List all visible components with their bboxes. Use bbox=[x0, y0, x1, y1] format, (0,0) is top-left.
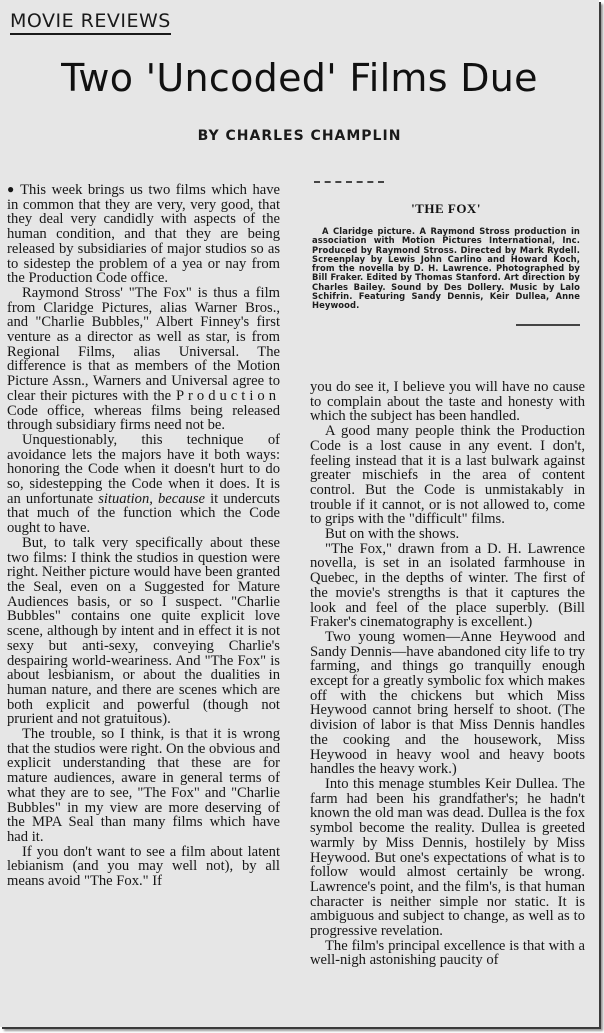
bullet-icon: ● bbox=[7, 182, 17, 196]
article-column-left bbox=[7, 182, 280, 889]
spaced-text: Production bbox=[175, 387, 280, 404]
paragraph: But, to talk very specifically about these two films: I think the studios in question were right. Neither picture would have been granted the Seal, even on a Suggested for Mature Audiences basis, or so I suspect. "Charlie Bubbles" contains one quite explicit love scene, although by intent and in effect it is not sexy but anti-sexy, conveying Charlie's despairing world-weariness. And "The Fox" is about lesbianism, or about the dualities in human nature, and there are scenes which are both explicit and powerful (though not prurient and not gratuitous). bbox=[7, 534, 280, 728]
paragraph-text: Raymond Stross' "The Fox" is thus a film from Claridge Pictures, alias Warner Bros., and "Charlie Bubbles," Albert Finney's first venture as a director as well as star, is from Regional Films, alias Universal. The difference is that as members of the Motion Picture Assn., Warners and Universal agree to clear their pictures with the bbox=[7, 284, 280, 404]
paragraph: you do see it, I believe you will have no cause to complain about the taste and honesty with which the subject has been handled. bbox=[310, 379, 585, 425]
paragraph-text: Unquestionably, this technique of avoidance lets the majors have it both ways: honoring the Code when it doesn't hurt to do so, sidestepping the Code when it does. It is an unfortunate bbox=[7, 431, 280, 507]
paragraph: Into this menage stumbles Keir Dullea. The farm had been his grandfather's; he hadn't known the old man was dead. Dullea is the fox symbol become the reality. Dullea is greeted warmly by Miss Dennis, hostilely by Miss Heywood. But one's expectations of what is to follow would almost certainly be wrong. Lawrence's point, and the film's, is that human character is neither simple nor static. It is ambiguous and subject to change, as well as to progressive revelation. bbox=[310, 775, 585, 940]
paragraph: Two young women—Anne Heywood and Sandy Dennis—have abandoned city life to try farming, and things go tranquilly enough except for a greatly symbolic fox which makes off with the chickens but which Miss Heywood cannot bring herself to shoot. (The division of labor is that Miss Dennis handles the cooking and the housework, Miss Heywood in heavy wool and heavy boots handles the heavy work.) bbox=[310, 628, 585, 778]
paragraph: The film's principal excellence is that with a well-nigh astonishing paucity of bbox=[310, 937, 585, 969]
paragraph-text: it undercuts that much of the function which the Code ought to have. bbox=[7, 490, 280, 537]
paragraph: If you don't want to see a film about latent lebianism (and you may well not), by all means avoid "The Fox." If bbox=[7, 843, 280, 890]
paragraph-text: Code office, whereas films being released through subsidiary firms need not be. bbox=[7, 402, 280, 434]
credits-text: A Claridge picture. A Raymond Stross production in association with Motion Pictures International, Inc. Produced by Raymond Stross. Directed by Mark Rydell. Screenplay by Lewis John Carlino and Howard Koch, from the novella by D. H. Lawrence. Photographed by Bill Fraker. Edited by Thomas Stanford. Art direction by Charles Bailey. Sound by Des Dollery. Music by Lalo Schifrin. Featuring Sandy Dennis, Keir Dullea, Anne Heywood. bbox=[312, 226, 580, 311]
byline: BY CHARLES CHAMPLIN bbox=[197, 128, 402, 144]
italic-text: situation, because bbox=[98, 490, 205, 507]
divider bbox=[516, 324, 580, 326]
paragraph bbox=[7, 182, 280, 286]
paragraph: But on with the shows. bbox=[325, 526, 460, 543]
section-label: MOVIE REVIEWS bbox=[10, 10, 171, 35]
paragraph: "The Fox," drawn from a D. H. Lawrence novella, is set in an isolated farmhouse in Quebec, in the depths of winter. The first of the movie's strengths is that it captures the look and feel of the place superbly. (Bill Fraker's cinematography is excellent.) bbox=[310, 540, 585, 631]
paragraph bbox=[7, 433, 280, 536]
paragraph: The trouble, so I think, is that it is wrong that the studios were right. On the obvious and explicit understanding that these are for mature audiences, aware in general terms of what they are to see, "The Fox" and "Charlie Bubbles" in my view are more deserving of the MPA Seal than many films which have had it. bbox=[7, 726, 280, 845]
article-column-right bbox=[310, 380, 585, 968]
divider bbox=[314, 181, 384, 183]
paragraph: A good many people think the Production Code is a lost cause in any event. I don't, feeling instead that it is a last bulwark against greater mischiefs in the area of content control. But the Code is unmistakably in trouble if it cannot, or is not allowed to, come to grips with the "difficult" films. bbox=[310, 423, 585, 528]
film-credits-box bbox=[312, 181, 580, 326]
paragraph bbox=[7, 286, 280, 433]
headline: Two 'Uncoded' Films Due bbox=[61, 56, 538, 100]
credits-title: 'THE FOX' bbox=[411, 201, 481, 216]
paragraph-text: This week brings us two films which have in common that they are very, very good, that they deal very candidly with aspects of the human condition, and that they are being released by subsidiaries of major studios so as to sidestep the problem of a yea or nay from the Production Code office. bbox=[7, 182, 281, 287]
